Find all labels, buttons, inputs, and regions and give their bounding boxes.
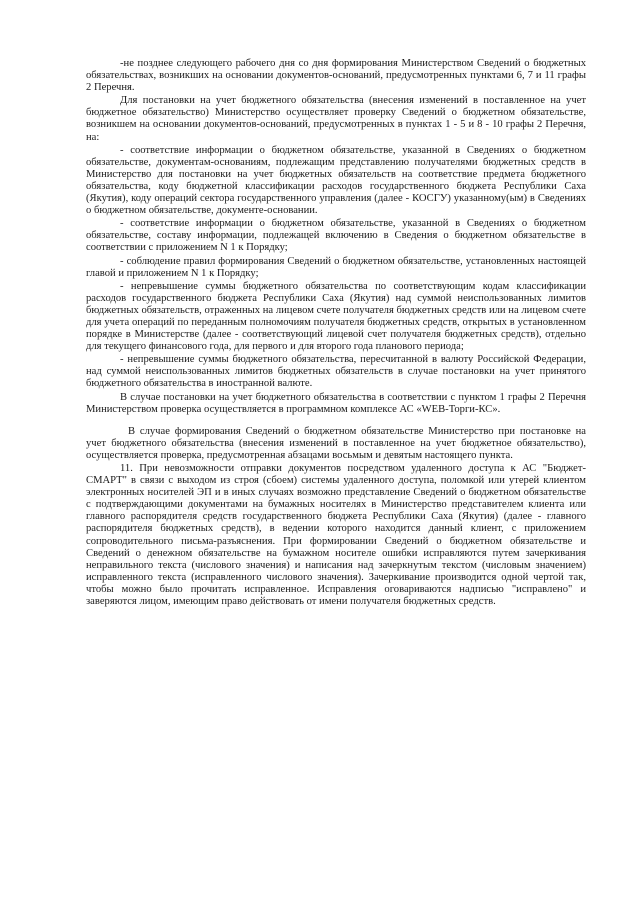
paragraph-web-torgi: В случае постановки на учет бюджетного обязательства в соответствии с пунктом 1 графы 2 Перечня Министерством проверка осуществляется в программном комплексе АС «WEB-Торги-КС».	[86, 391, 586, 415]
document-page	[86, 58, 586, 609]
paragraph-check-documents: - соответствие информации о бюджетном обязательстве, указанной в Сведениях о бюджетном обязательстве, документам-основаниям, подлежащим представлению получателями бюджетных средств в Министерство для постановки на учет бюджетных обязательств на соответствие предмета бюджетного обязательства, коду бюджетной классификации расходов государственного бюджета Республики Саха (Якутия), коду операций сектора государственного управления (далее - КОСГУ) указанному(ым) в Сведениях о бюджетном обязательстве, документе-основании.	[86, 144, 586, 217]
paragraph-check-rules: - соблюдение правил формирования Сведений о бюджетном обязательстве, установленных настоящей главой и приложением N 1 к Порядку;	[86, 255, 586, 279]
paragraph-check-composition: - соответствие информации о бюджетном обязательстве, указанной в Сведениях о бюджетном обязательстве, составу информации, подлежащей включению в Сведения о бюджетном обязательстве в соответствии с приложением N 1 к Порядку;	[86, 218, 586, 254]
paragraph-ministry-check: В случае формирования Сведений о бюджетном обязательстве Министерство при постановке на учет бюджетного обязательства (внесения изменений в поставленное на учет бюджетное обязательство), осуществляется проверка, предусмотренная абзацами восьмым и девятым настоящего пункта.	[86, 425, 586, 461]
paragraph-section-11: 11. При невозможности отправки документов посредством удаленного доступа к АС "Бюджет-СМАРТ" в связи с выходом из строя (сбоем) системы удаленного доступа, поломкой или утерей клиентом электронных носителей ЭП и в иных случаях возможно представление Сведений о бюджетном обязательстве с подтверждающими документами на бумажных носителях в Министерство представителем клиента или главного распорядителя средств государственного бюджета Республики Саха (Якутия) (далее - главного распорядителя бюджетных средств), в ведении которого находится данный клиент, с приложением сопроводительного письма-разъяснения. При формировании Сведений о бюджетном обязательстве и Сведений о денежном обязательстве на бумажном носителе ошибки исправляются путем зачеркивания неправильного текста (числового значения) и написания над зачеркнутым текстом (числовым значением) исправленного текста (исправленного числового значения). Зачеркивание производится одной чертой так, чтобы можно было прочитать исправленное. Исправления оговариваются надписью "исправлено" и заверяются лицом, имеющим право действовать от имени получателя бюджетных средств.	[86, 463, 586, 608]
paragraph-check-currency: - непревышение суммы бюджетного обязательства, пересчитанной в валюту Российской Федерации, над суммой неиспользованных лимитов бюджетных обязательств в случае постановки на учет принятого бюджетного обязательства в иностранной валюте.	[86, 354, 586, 390]
paragraph-check-limits: - непревышение суммы бюджетного обязательства по соответствующим кодам классификации расходов государственного бюджета Республики Саха (Якутия) над суммой неиспользованных лимитов бюджетных обязательств, отраженных на лицевом счете получателя бюджетных средств или на лицевом счете для учета операций по переданным полномочиям получателя бюджетных средств, открытых в установленном порядке в Министерстве (далее - соответствующий лицевой счет получателя бюджетных средств), отдельно для текущего финансового года, для первого и для второго года планового периода;	[86, 280, 586, 353]
paragraph-deadline: -не позднее следующего рабочего дня со дня формирования Министерством Сведений о бюджетных обязательствах, возникших на основании документов-оснований, предусмотренных пунктами 6, 7 и 11 графы 2 Перечня.	[86, 58, 586, 94]
paragraph-verification-intro: Для постановки на учет бюджетного обязательства (внесения изменений в поставленное на учет бюджетное обязательство) Министерство осуществляет проверку Сведений о бюджетном обязательстве, возникшем на основании документов-оснований, предусмотренных в пунктах 1 - 5 и 8 - 10 графы 2 Перечня, на:	[86, 95, 586, 143]
